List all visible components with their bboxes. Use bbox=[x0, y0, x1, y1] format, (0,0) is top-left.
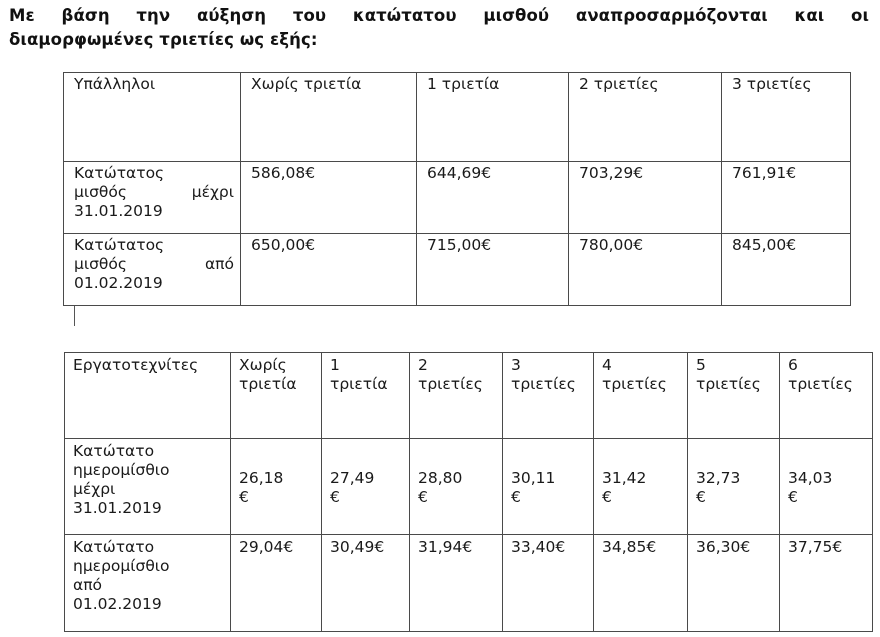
value-cell: 37,75€ bbox=[780, 535, 873, 632]
header-cell-1-triennium bbox=[322, 353, 410, 439]
header-line: Εργατοτεχνίτες bbox=[73, 356, 199, 374]
value-cell: 780,00€ bbox=[569, 234, 722, 306]
row-label-line: Κατώτατος bbox=[74, 236, 165, 254]
value-cell: 31,94€ bbox=[410, 535, 503, 632]
row-label-word: μισθός bbox=[74, 255, 127, 273]
currency: € bbox=[788, 488, 798, 506]
row-label bbox=[64, 162, 241, 234]
header-line: τριετίες bbox=[788, 375, 853, 393]
value-cell: 34,85€ bbox=[594, 535, 688, 632]
header-cell-2-triennia bbox=[410, 353, 503, 439]
amount: 27,49 bbox=[330, 469, 375, 487]
header-line: 6 bbox=[788, 356, 798, 374]
header-cell-3-triennia bbox=[503, 353, 594, 439]
table-row bbox=[65, 439, 873, 535]
row-label-line: 31.01.2019 bbox=[74, 202, 163, 220]
amount: 26,18 bbox=[239, 469, 284, 487]
table-row bbox=[65, 535, 873, 632]
currency: € bbox=[239, 488, 249, 506]
header-line: 1 bbox=[330, 356, 340, 374]
currency: € bbox=[696, 488, 706, 506]
row-label-line: ημερομίσθιο bbox=[73, 461, 170, 479]
header-line: τριετία bbox=[239, 375, 297, 393]
amount: 32,73 bbox=[696, 469, 741, 487]
header-line: Χωρίς bbox=[239, 356, 287, 374]
row-label-word: μέχρι bbox=[191, 183, 234, 201]
currency: € bbox=[418, 488, 428, 506]
currency: € bbox=[602, 488, 612, 506]
employees-salary-table bbox=[63, 72, 851, 306]
header-cell-category: Υπάλληλοι bbox=[64, 73, 241, 162]
value-cell: 644,69€ bbox=[417, 162, 569, 234]
amount: 34,03 bbox=[788, 469, 833, 487]
header-line: τριετίες bbox=[696, 375, 761, 393]
header-cell-no-triennium: Χωρίς τριετία bbox=[241, 73, 417, 162]
row-label-line: μέχρι bbox=[73, 480, 116, 498]
amount: 31,42 bbox=[602, 469, 647, 487]
row-label-line: 31.01.2019 bbox=[73, 499, 162, 517]
value-cell bbox=[780, 439, 873, 535]
header-cell-5-triennia bbox=[688, 353, 780, 439]
workers-wage-table bbox=[64, 352, 873, 632]
value-cell: 650,00€ bbox=[241, 234, 417, 306]
header-line: 2 bbox=[418, 356, 428, 374]
header-cell-no-triennium bbox=[231, 353, 322, 439]
intro-line-1: Με βάση την αύξηση του κατώτατου μισθού αναπροσαρμόζονται και οι bbox=[9, 6, 869, 25]
value-cell: 29,04€ bbox=[231, 535, 322, 632]
header-cell-3-triennia: 3 τριετίες bbox=[722, 73, 851, 162]
header-line: 5 bbox=[696, 356, 706, 374]
currency: € bbox=[330, 488, 340, 506]
header-cell-category bbox=[65, 353, 231, 439]
value-cell bbox=[322, 439, 410, 535]
value-cell: 36,30€ bbox=[688, 535, 780, 632]
amount: 30,11 bbox=[511, 469, 556, 487]
currency: € bbox=[511, 488, 521, 506]
row-label bbox=[64, 234, 241, 306]
value-cell bbox=[594, 439, 688, 535]
value-cell: 761,91€ bbox=[722, 162, 851, 234]
header-line: 4 bbox=[602, 356, 612, 374]
value-cell bbox=[688, 439, 780, 535]
value-cell: 30,49€ bbox=[322, 535, 410, 632]
intro-paragraph bbox=[9, 4, 869, 52]
row-label-word: μισθός bbox=[74, 183, 127, 201]
row-label-line: Κατώτατο bbox=[73, 442, 155, 460]
header-line: 3 bbox=[511, 356, 521, 374]
value-cell: 33,40€ bbox=[503, 535, 594, 632]
value-cell bbox=[231, 439, 322, 535]
value-cell bbox=[410, 439, 503, 535]
table-header-row bbox=[64, 73, 851, 162]
table-header-row bbox=[65, 353, 873, 439]
row-label-line: ημερομίσθιο bbox=[73, 557, 170, 575]
row-label-line: 01.02.2019 bbox=[73, 595, 162, 613]
value-cell: 715,00€ bbox=[417, 234, 569, 306]
amount: 28,80 bbox=[418, 469, 463, 487]
value-cell: 845,00€ bbox=[722, 234, 851, 306]
value-cell: 586,08€ bbox=[241, 162, 417, 234]
table-row bbox=[64, 162, 851, 234]
header-cell-4-triennia bbox=[594, 353, 688, 439]
row-label-line: 01.02.2019 bbox=[74, 274, 163, 292]
header-line: τριετίες bbox=[602, 375, 667, 393]
header-cell-6-triennia bbox=[780, 353, 873, 439]
row-label bbox=[65, 535, 231, 632]
header-cell-1-triennium: 1 τριετία bbox=[417, 73, 569, 162]
row-label-line: από bbox=[73, 576, 103, 594]
header-line: τριετία bbox=[330, 375, 388, 393]
value-cell: 703,29€ bbox=[569, 162, 722, 234]
header-line: τριετίες bbox=[511, 375, 576, 393]
text-cursor bbox=[74, 306, 75, 326]
table-row bbox=[64, 234, 851, 306]
row-label-line bbox=[74, 255, 234, 274]
intro-line-2: διαμορφωμένες τριετίες ως εξής: bbox=[9, 30, 318, 49]
row-label-line: Κατώτατο bbox=[73, 538, 155, 556]
header-line: τριετίες bbox=[418, 375, 483, 393]
header-cell-2-triennia: 2 τριετίες bbox=[569, 73, 722, 162]
row-label-word: από bbox=[204, 255, 234, 273]
value-cell bbox=[503, 439, 594, 535]
row-label-line: Κατώτατος bbox=[74, 164, 165, 182]
row-label bbox=[65, 439, 231, 535]
row-label-line bbox=[74, 183, 234, 202]
